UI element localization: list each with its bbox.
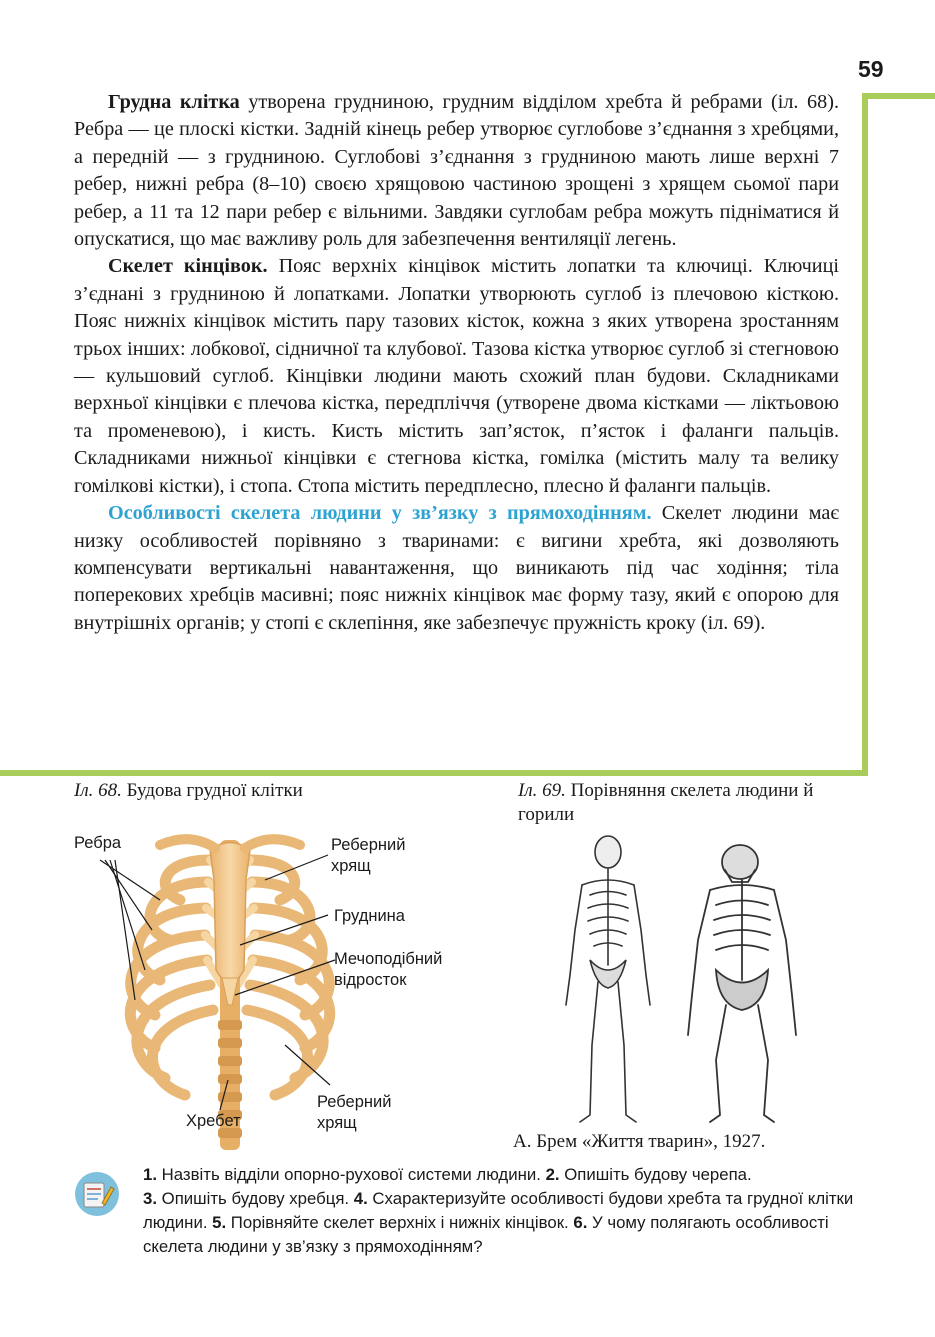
term-bipedalism: Особливості скелета людини у зв’язку з прямоходінням. [108, 502, 652, 525]
frame-bottom-border [0, 770, 868, 776]
frame-top-border [862, 93, 935, 99]
question-number: 6. [573, 1213, 588, 1232]
paragraph-rib-cage [74, 89, 839, 253]
figure-69-caption [518, 779, 868, 827]
question-text: Опишіть будову черепа. [559, 1165, 752, 1184]
figure-number: Іл. 69. [518, 780, 566, 801]
question-3 [143, 1189, 354, 1208]
label-sternum: Груднина [334, 907, 405, 925]
sternum [210, 843, 250, 983]
label-xiphoid: Мечоподібний відросток [334, 950, 443, 989]
question-text: Схарактеризуйте особливості будови хребта та грудної клітки людини. [143, 1189, 854, 1232]
page-number: 59 [858, 56, 884, 82]
figure-69-credit: А. Брем «Життя тварин», 1927. [513, 1131, 766, 1152]
figure-caption-text: Будова грудної клітки [121, 780, 303, 801]
main-text [74, 89, 839, 637]
question-number: 2. [545, 1165, 560, 1184]
figure-number: Іл. 68. [74, 780, 122, 801]
paragraph-text: Пояс верхніх кінцівок містить лопатки та ключиці. Ключиці з’єднані з грудниною й лопатками. Лопатки утворюють суглоб із плечовою кісткою. Пояс нижніх кінцівок містить пару тазових кісток, кожна з яких утворена зростанням трьох інших: лобкової, сідничної та клубової. Тазова кістка утворює суглоб зі стегновою — кульшовий суглоб. Кінцівки людини мають схожий план будови. Складниками верхньої кінцівки є плечова кістка, передпліччя (утворене двома кістками — ліктьовою та променевою), і кисть. Кисть містить зап’ясток, п’ясток і фаланги пальців. Складниками нижньої кінцівки є стегнова кістка, гомілка (містить малу та велику гомілкові кістки), і стопа. Стопа містить передплесно, плесно й фаланги пальців. [74, 255, 839, 497]
figure-68-caption [74, 779, 303, 803]
label-spine: Хребет [186, 1112, 241, 1130]
ribs-left [130, 860, 213, 1095]
question-5 [212, 1213, 573, 1232]
human-skeleton [566, 836, 650, 1122]
question-2 [546, 1165, 752, 1184]
frame-right-border [862, 93, 868, 776]
question-text: Опишіть будову хребця. [157, 1189, 354, 1208]
ribs-right [247, 860, 330, 1095]
question-text: Назвіть відділи опорно-рухової системи людини. [157, 1165, 546, 1184]
skeletons-illustration [520, 830, 860, 1130]
paragraph-limbs [74, 253, 839, 500]
term-limbs: Скелет кінцівок. [108, 255, 268, 278]
question-number: 3. [143, 1189, 157, 1208]
label-costal-cartilage-bottom: Реберний хрящ [317, 1093, 392, 1132]
question-number: 4. [353, 1189, 368, 1208]
paragraph-text: Скелет людини має низку особливостей порівняно з тваринами: є вигини хребта, які дозволяють компенсувати вертикальні навантаження, що виникають під час ходіння; тіла поперекових хребців масивні; пояс нижніх кінцівок має форму тазу, який є опорою для внутрішніх органів; у стопі є склепіння, яке забезпечує пружність кроку (іл. 69). [74, 502, 839, 634]
gorilla-skeleton [688, 845, 796, 1122]
paragraph-bipedalism [74, 500, 839, 637]
paragraph-text: утворена грудниною, грудним відділом хребта й ребрами (іл. 68). Ребра — це плоскі кістки. Задній кінець ребер утворює суглобове з’єднання з хребцями, а передній — з грудниною. Суглобові з’єднання з грудниною мають лише верхні 7 ребер, нижні ребра (8–10) своєю хрящовою частиною зрощені з хрящем сьомої пари ребер, а 11 та 12 пари ребер є вільними. Завдяки суглобам ребра можуть підніматися й опускатися, що має важливу роль для забезпечення вентиляції легень. [74, 91, 839, 251]
question-text: Порівняйте скелет верхніх і нижніх кінцівок. [226, 1213, 574, 1232]
notebook-pencil-icon [74, 1171, 120, 1217]
term-rib-cage: Грудна клітка [108, 91, 240, 113]
figure-caption-text: Порівняння скелета людини й горили [518, 780, 814, 825]
question-number: 1. [143, 1165, 157, 1184]
label-costal-cartilage-top: Реберний хрящ [331, 836, 406, 875]
question-1 [143, 1165, 546, 1184]
review-questions [143, 1163, 873, 1259]
label-ribs: Ребра [74, 834, 122, 852]
question-text: У чому полягають особливості скелета людини у зв’язку з прямоходінням? [143, 1213, 829, 1256]
question-number: 5. [212, 1213, 227, 1232]
